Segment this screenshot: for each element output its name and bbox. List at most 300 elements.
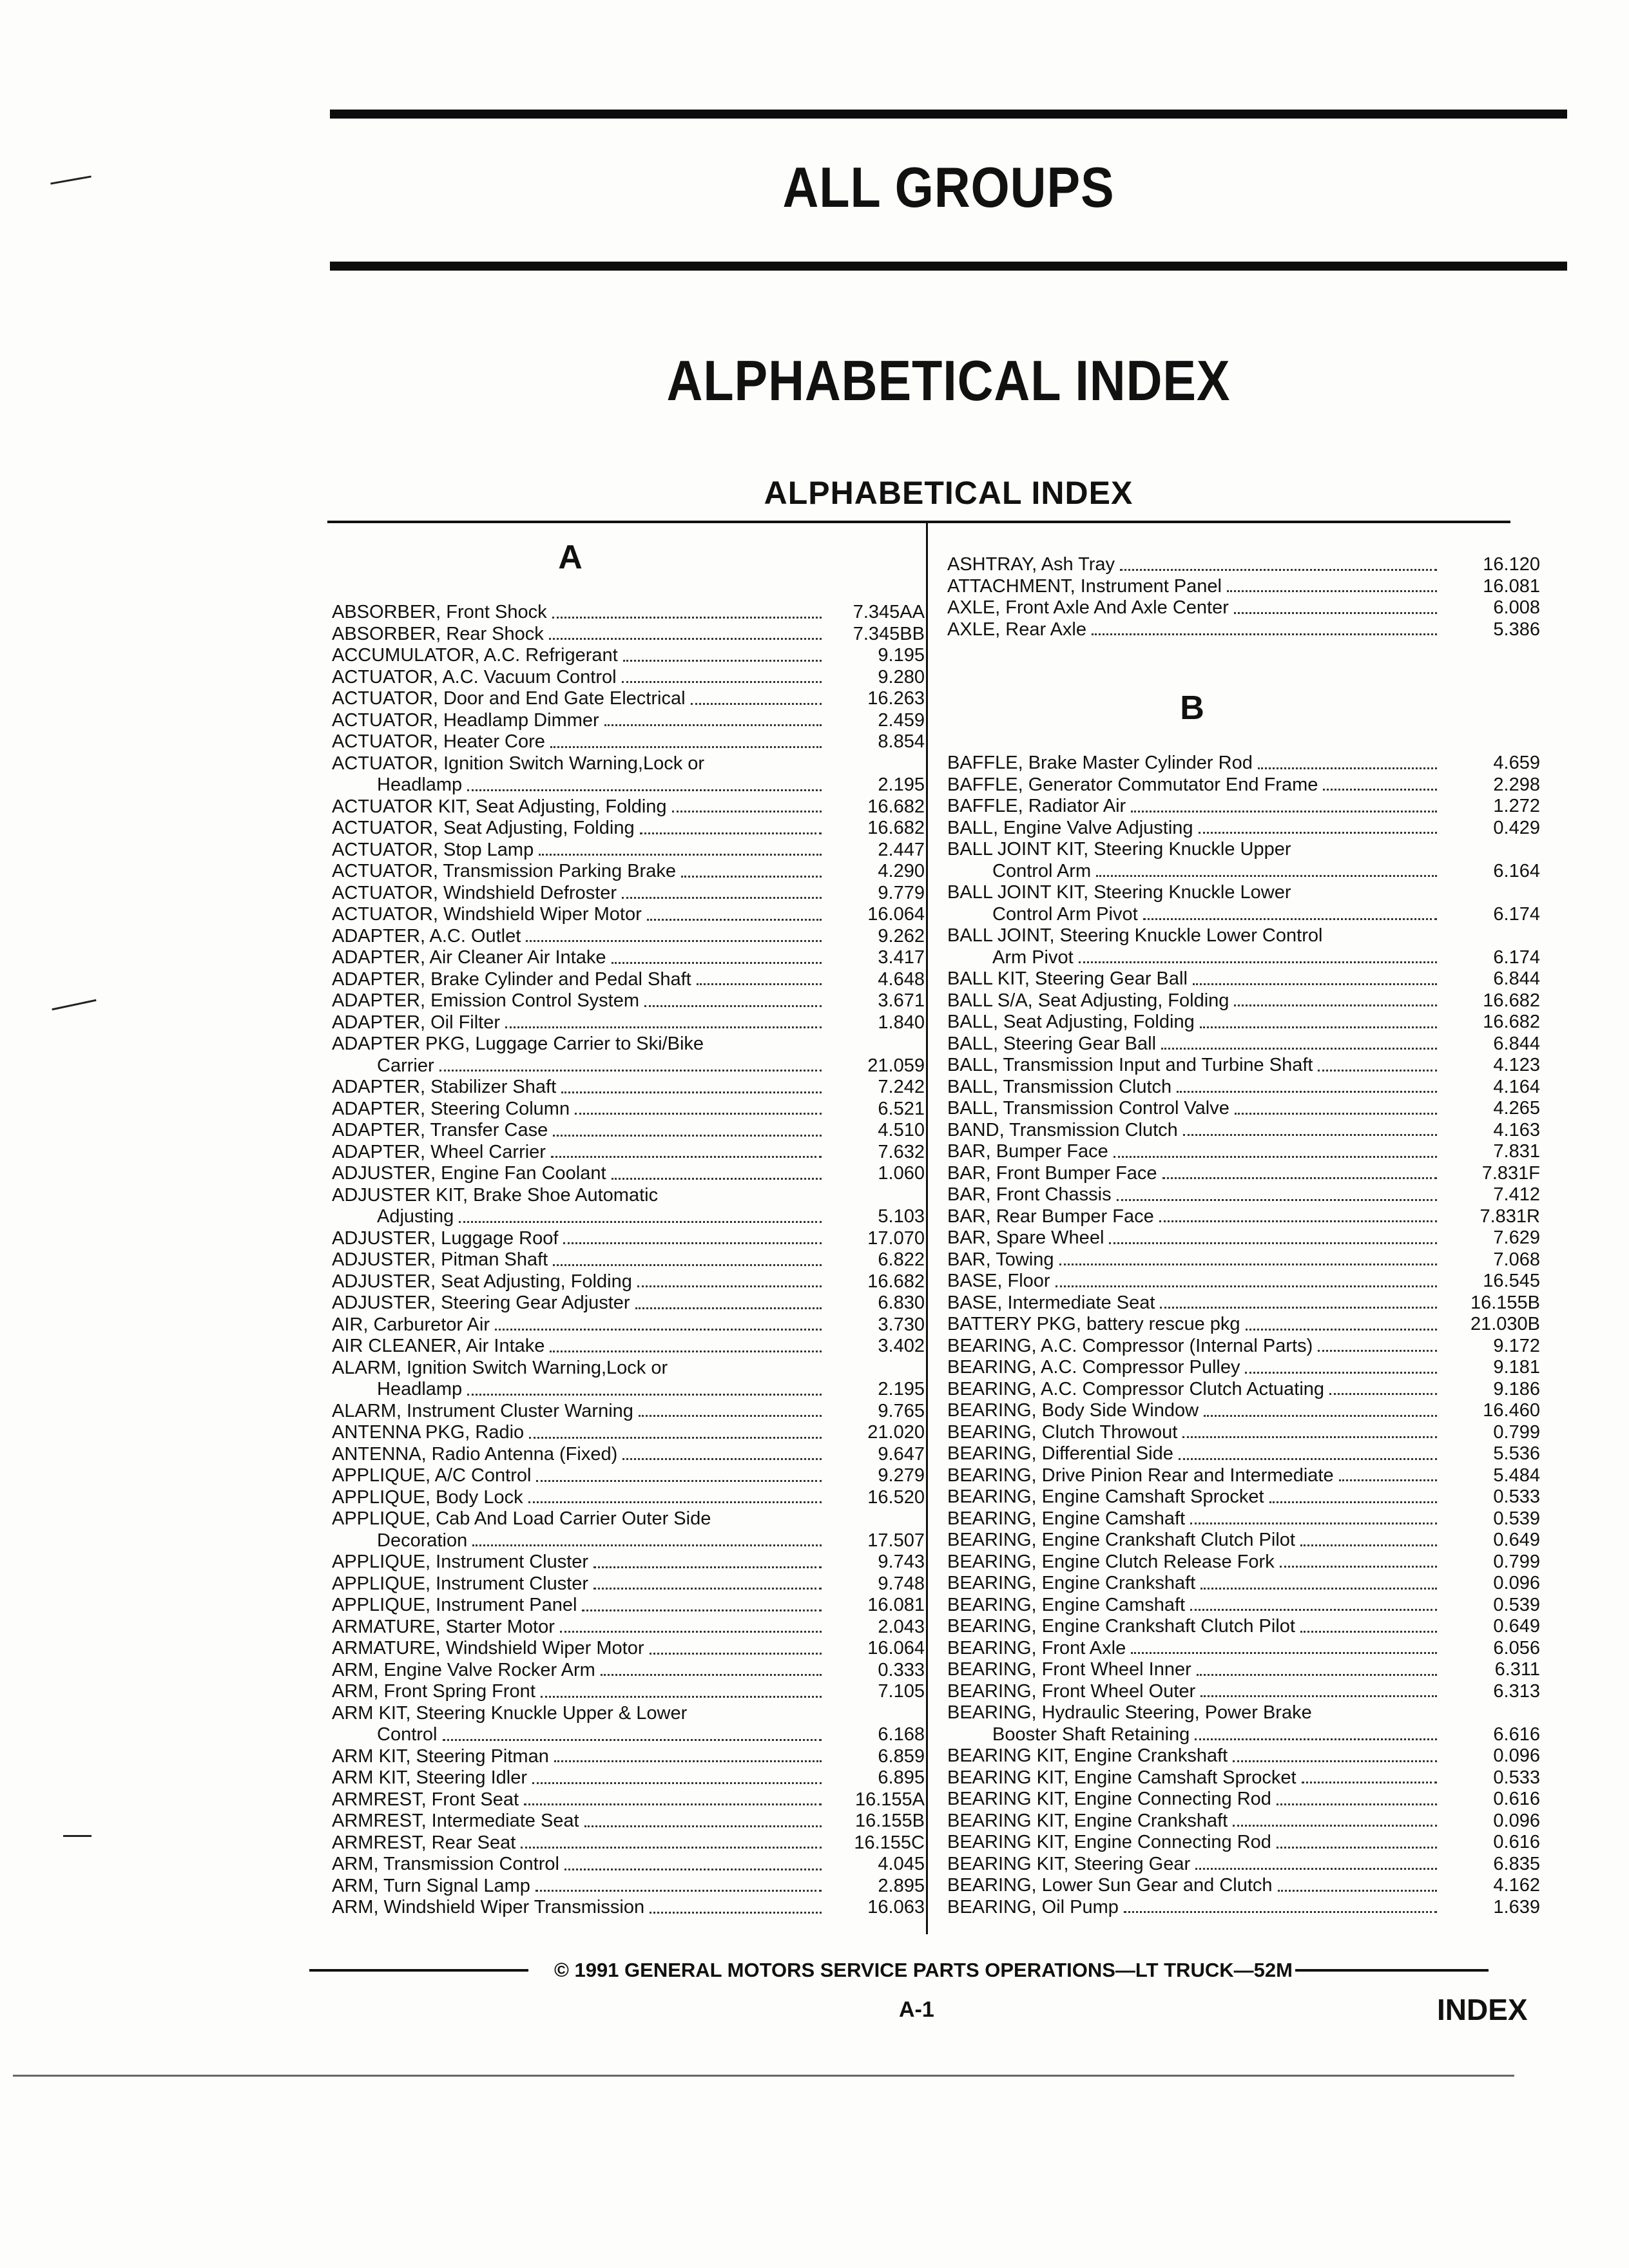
- dot-leader: [552, 617, 822, 619]
- entry-name: ACTUATOR, Seat Adjusting, Folding: [332, 818, 635, 838]
- dot-leader: [1300, 1544, 1437, 1546]
- entry-name: ARM, Windshield Wiper Transmission: [332, 1897, 645, 1917]
- entry-name: APPLIQUE, Instrument Panel: [332, 1595, 577, 1615]
- dot-leader: [564, 1869, 822, 1870]
- bottom-rule: [13, 2075, 1514, 2077]
- dot-leader: [1197, 1674, 1437, 1676]
- index-entry: [947, 1832, 1540, 1854]
- dot-leader: [681, 876, 822, 878]
- index-entry: [332, 990, 925, 1012]
- dot-leader: [575, 1113, 822, 1115]
- index-entry: [947, 1271, 1540, 1293]
- index-entry: [947, 990, 1540, 1012]
- entry-name: BATTERY PKG, battery rescue pkg: [947, 1314, 1240, 1334]
- section-tag: INDEX: [1437, 1993, 1528, 2026]
- dot-leader: [622, 1458, 822, 1460]
- entry-page-ref: 16.064: [867, 1638, 925, 1658]
- entry-name: BEARING, Engine Crankshaft Clutch Pilot: [947, 1530, 1295, 1550]
- index-entry: [332, 624, 925, 646]
- dot-leader: [1059, 1264, 1438, 1265]
- entry-name: BALL KIT, Steering Gear Ball: [947, 968, 1188, 989]
- entry-page-ref: 4.659: [1493, 753, 1540, 773]
- dot-leader: [1109, 1242, 1437, 1244]
- index-entry: [947, 904, 1540, 926]
- entry-page-ref: 16.155C: [854, 1832, 925, 1853]
- dot-leader: [1190, 1523, 1437, 1524]
- index-entry: [947, 1789, 1540, 1811]
- index-entry: [332, 1077, 925, 1099]
- index-entry: [947, 1184, 1540, 1206]
- dot-leader: [622, 681, 822, 683]
- dot-leader: [1190, 1609, 1437, 1611]
- dot-leader: [1200, 1695, 1437, 1697]
- entry-page-ref: 16.682: [867, 1271, 925, 1292]
- top-rule: [330, 110, 1567, 119]
- entry-page-ref: 0.799: [1493, 1551, 1540, 1572]
- entry-name: APPLIQUE, A/C Control: [332, 1465, 532, 1486]
- entry-name: BALL, Transmission Control Valve: [947, 1098, 1229, 1119]
- entry-page-ref: 0.649: [1493, 1530, 1540, 1550]
- dot-leader: [524, 1803, 822, 1805]
- dot-leader: [1269, 1501, 1437, 1503]
- entry-page-ref: 2.895: [878, 1875, 925, 1896]
- dot-leader: [697, 983, 822, 985]
- entry-name: Control: [377, 1724, 438, 1745]
- entry-name: Adjusting: [377, 1206, 454, 1227]
- index-subtitle: ALPHABETICAL INDEX: [764, 475, 1133, 511]
- dot-leader: [1195, 1868, 1437, 1870]
- section-letter-b: B: [1180, 689, 1204, 727]
- entry-name: BEARING KIT, Engine Camshaft Sprocket: [947, 1767, 1296, 1788]
- entry-name: AIR, Carburetor Air: [332, 1314, 490, 1335]
- entry-name: ADAPTER, Steering Column: [332, 1098, 570, 1119]
- index-entry: [332, 1206, 925, 1228]
- index-entry: [332, 1055, 925, 1077]
- entry-page-ref: 21.030B: [1470, 1314, 1540, 1334]
- dot-leader: [639, 1415, 822, 1417]
- entry-name: BALL, Seat Adjusting, Folding: [947, 1012, 1195, 1032]
- entry-name: ATTACHMENT, Instrument Panel: [947, 575, 1222, 597]
- entry-name: Headlamp: [377, 774, 463, 795]
- index-entry: [332, 774, 925, 796]
- entry-page-ref: 0.539: [1493, 1594, 1540, 1615]
- entry-first-line: ADAPTER PKG, Luggage Carrier to Ski/Bike: [332, 1033, 704, 1054]
- dot-leader: [1096, 875, 1437, 877]
- entry-name: BEARING, Engine Clutch Release Fork: [947, 1551, 1275, 1572]
- dot-leader: [536, 1480, 822, 1482]
- dot-leader: [612, 1178, 822, 1180]
- dot-leader: [1193, 983, 1437, 985]
- dot-leader: [459, 1221, 822, 1223]
- dot-leader: [1120, 569, 1437, 571]
- dot-leader: [1234, 612, 1437, 614]
- entry-page-ref: 6.844: [1493, 968, 1540, 989]
- index-entry: [947, 597, 1540, 619]
- entry-name: BEARING, A.C. Compressor Clutch Actuating: [947, 1378, 1325, 1399]
- dot-leader: [528, 1501, 822, 1503]
- footer: [309, 1959, 1534, 1982]
- index-entry: [947, 1552, 1540, 1573]
- dot-leader: [1159, 1220, 1437, 1222]
- footer-rule-left: [309, 1969, 528, 1972]
- entry-page-ref: 5.103: [878, 1206, 925, 1227]
- entry-name: APPLIQUE, Body Lock: [332, 1486, 523, 1508]
- title-rule: [330, 262, 1567, 271]
- index-entry: [332, 1897, 925, 1919]
- dot-leader: [1339, 1479, 1437, 1481]
- index-entry: [332, 1336, 925, 1358]
- entry-page-ref: 9.765: [878, 1400, 925, 1421]
- index-entry: [332, 1660, 925, 1682]
- entry-page-ref: 4.163: [1493, 1119, 1540, 1140]
- index-entry: [332, 1487, 925, 1509]
- entry-page-ref: 6.174: [1493, 903, 1540, 925]
- dot-leader: [521, 1847, 822, 1849]
- entry-page-ref: 16.682: [867, 818, 925, 838]
- entry-page-ref: 0.096: [1493, 1573, 1540, 1593]
- entry-name: BAFFLE, Generator Commutator End Frame: [947, 774, 1318, 795]
- index-entry: [332, 1142, 925, 1164]
- entry-name: BEARING, Drive Pinion Rear and Intermediate: [947, 1465, 1334, 1486]
- entry-name: ALARM, Instrument Cluster Warning: [332, 1400, 633, 1421]
- entry-page-ref: 4.510: [878, 1120, 925, 1140]
- index-entry: [332, 1271, 925, 1293]
- entry-first-line: BALL JOINT KIT, Steering Knuckle Upper: [947, 839, 1291, 860]
- entry-name: ARMREST, Front Seat: [332, 1789, 519, 1810]
- index-entry: [947, 1293, 1540, 1314]
- index-entry: [947, 861, 1540, 883]
- index-entry: [947, 576, 1540, 598]
- entry-page-ref: 16.155A: [854, 1789, 925, 1810]
- index-entry: [332, 1767, 925, 1789]
- dot-leader: [622, 897, 822, 899]
- entry-page-ref: 6.164: [1493, 860, 1540, 881]
- dot-leader: [593, 1588, 822, 1590]
- entry-page-ref: 6.830: [878, 1293, 925, 1313]
- entry-name: ACTUATOR, Windshield Defroster: [332, 882, 617, 903]
- index-entry: [947, 1443, 1540, 1465]
- entry-name: BEARING KIT, Steering Gear: [947, 1853, 1191, 1874]
- entry-first-line: ARM KIT, Steering Knuckle Upper & Lower: [332, 1702, 688, 1724]
- index-entry: [947, 1530, 1540, 1552]
- entry-name: ADAPTER, Stabilizer Shaft: [332, 1077, 557, 1097]
- index-entry: [332, 1617, 925, 1639]
- entry-name: BEARING, Front Wheel Inner: [947, 1659, 1191, 1680]
- entry-page-ref: 9.186: [1493, 1378, 1540, 1399]
- entry-page-ref: 6.056: [1493, 1637, 1540, 1658]
- dot-leader: [532, 1782, 822, 1784]
- dot-leader: [650, 1653, 822, 1655]
- dot-leader: [635, 1307, 822, 1309]
- dot-leader: [640, 832, 822, 834]
- dot-leader: [1302, 1782, 1437, 1783]
- entry-first-line: ALARM, Ignition Switch Warning,Lock or: [332, 1357, 668, 1378]
- entry-page-ref: 6.895: [878, 1767, 925, 1788]
- index-entry: [332, 602, 925, 624]
- entry-name: ASHTRAY, Ash Tray: [947, 554, 1115, 575]
- entry-page-ref: 0.539: [1493, 1508, 1540, 1529]
- entry-name: ACTUATOR, Heater Core: [332, 731, 545, 752]
- dot-leader: [551, 1156, 822, 1158]
- entry-name: APPLIQUE, Instrument Cluster: [332, 1552, 589, 1572]
- entry-name: Decoration: [377, 1530, 468, 1551]
- index-entry: [332, 840, 925, 861]
- entry-page-ref: 6.174: [1493, 947, 1540, 968]
- entry-name: ACTUATOR, Transmission Parking Brake: [332, 861, 676, 881]
- dot-leader: [582, 1610, 822, 1611]
- entry-page-ref: 2.459: [878, 709, 925, 731]
- entry-name: ACTUATOR, A.C. Vacuum Control: [332, 666, 617, 687]
- entry-page-ref: 7.345BB: [853, 623, 925, 644]
- index-entry: [947, 1465, 1540, 1487]
- entry-name: ARMREST, Rear Seat: [332, 1832, 516, 1853]
- dot-leader: [1233, 1825, 1437, 1827]
- entry-name: ADAPTER, Wheel Carrier: [332, 1141, 546, 1162]
- dot-leader: [1329, 1393, 1437, 1395]
- index-entry: [332, 1876, 925, 1898]
- entry-page-ref: 4.164: [1493, 1076, 1540, 1097]
- entry-page-ref: 5.536: [1493, 1443, 1540, 1464]
- entry-page-ref: 4.123: [1493, 1055, 1540, 1075]
- entry-name: AXLE, Rear Axle: [947, 619, 1086, 640]
- entry-first-line: BALL JOINT, Steering Knuckle Lower Control: [947, 925, 1323, 946]
- entry-name: BEARING, Front Wheel Outer: [947, 1680, 1196, 1702]
- index-entry: [947, 753, 1540, 774]
- index-entry: [947, 1638, 1540, 1660]
- index-entry: [332, 1789, 925, 1811]
- entry-page-ref: 0.533: [1493, 1767, 1540, 1788]
- dot-leader: [644, 1005, 822, 1007]
- entry-first-line: ACTUATOR, Ignition Switch Warning,Lock or: [332, 753, 705, 774]
- entry-name: BALL, Engine Valve Adjusting: [947, 817, 1193, 838]
- entry-name: Arm Pivot: [992, 947, 1074, 968]
- entry-page-ref: 9.748: [878, 1573, 925, 1594]
- index-entry: [947, 1163, 1540, 1185]
- entry-name: ARM, Transmission Control: [332, 1854, 559, 1874]
- dot-leader: [1182, 1436, 1437, 1438]
- entry-page-ref: 16.460: [1483, 1400, 1540, 1421]
- entry-page-ref: 8.854: [878, 731, 925, 752]
- entry-page-ref: 16.063: [867, 1897, 925, 1917]
- dot-leader: [539, 854, 822, 856]
- index-entry: [947, 1400, 1540, 1422]
- index-entry: [947, 1206, 1540, 1228]
- entry-page-ref: 7.105: [878, 1681, 925, 1702]
- index-entry: [947, 1745, 1540, 1767]
- index-list-b: [947, 753, 1553, 1918]
- index-entry: [332, 1163, 925, 1185]
- entry-name: BAR, Rear Bumper Face: [947, 1206, 1154, 1227]
- entry-name: BALL S/A, Seat Adjusting, Folding: [947, 990, 1229, 1011]
- index-entry: [947, 1314, 1540, 1336]
- index-entry: [332, 1595, 925, 1617]
- entry-page-ref: 6.844: [1493, 1033, 1540, 1054]
- entry-page-ref: 5.484: [1493, 1465, 1540, 1486]
- entry-first-line: ADJUSTER KIT, Brake Shoe Automatic: [332, 1184, 659, 1206]
- entry-page-ref: 3.402: [878, 1336, 925, 1356]
- entry-page-ref: 4.265: [1493, 1098, 1540, 1119]
- entry-page-ref: 2.447: [878, 839, 925, 860]
- entry-page-ref: 0.096: [1493, 1745, 1540, 1766]
- index-entry: [947, 1055, 1540, 1077]
- entry-name: BEARING, Lower Sun Gear and Clutch: [947, 1875, 1273, 1896]
- entry-page-ref: 0.429: [1493, 817, 1540, 838]
- entry-name: ARMATURE, Windshield Wiper Motor: [332, 1638, 644, 1658]
- index-entry: [332, 883, 925, 905]
- entry-name: AIR CLEANER, Air Intake: [332, 1336, 545, 1356]
- dot-leader: [467, 789, 822, 791]
- entry-name: BAR, Bumper Face: [947, 1141, 1108, 1162]
- entry-page-ref: 6.311: [1494, 1659, 1540, 1680]
- entry-page-ref: 3.671: [878, 990, 925, 1011]
- entry-name: ARMREST, Intermediate Seat: [332, 1811, 579, 1831]
- entry-name: BALL, Steering Gear Ball: [947, 1033, 1157, 1054]
- index-entry: [332, 1854, 925, 1876]
- entry-name: ABSORBER, Rear Shock: [332, 623, 544, 644]
- dot-leader: [529, 1437, 822, 1439]
- entry-name: BEARING KIT, Engine Crankshaft: [947, 1810, 1228, 1831]
- index-entry: [332, 1638, 925, 1660]
- dot-leader: [612, 962, 822, 964]
- index-entry: [947, 1120, 1540, 1142]
- dot-leader: [604, 724, 822, 726]
- dot-leader: [467, 1394, 822, 1396]
- entry-page-ref: 6.313: [1493, 1680, 1540, 1702]
- left-column: [332, 535, 938, 1919]
- dot-leader: [505, 1026, 822, 1028]
- entry-page-ref: 16.682: [1483, 990, 1540, 1011]
- entry-first-line: BEARING, Hydraulic Steering, Power Brake: [947, 1702, 1312, 1723]
- entry-page-ref: 16.682: [1483, 1012, 1540, 1032]
- dot-leader: [554, 1760, 822, 1762]
- index-entry: [947, 1811, 1540, 1832]
- index-entry: [332, 1249, 925, 1271]
- entry-name: ACTUATOR, Windshield Wiper Motor: [332, 904, 642, 925]
- index-entry: [332, 1573, 925, 1595]
- entry-page-ref: 1.272: [1493, 796, 1540, 816]
- entry-page-ref: 3.730: [878, 1314, 925, 1335]
- margin-mark: [50, 175, 92, 184]
- index-entry: [332, 1681, 925, 1703]
- entry-page-ref: 6.008: [1493, 597, 1540, 618]
- entry-page-ref: 7.068: [1493, 1249, 1540, 1270]
- entry-page-ref: 16.155B: [1470, 1292, 1540, 1313]
- entry-page-ref: 9.280: [878, 666, 925, 687]
- dot-leader: [549, 638, 822, 640]
- margin-mark: [52, 999, 96, 1010]
- index-entry: [332, 796, 925, 818]
- index-entry: [947, 1422, 1540, 1444]
- entry-name: ARMATURE, Starter Motor: [332, 1616, 555, 1637]
- entry-name: ACTUATOR KIT, Seat Adjusting, Folding: [332, 796, 667, 817]
- entry-page-ref: 7.629: [1493, 1227, 1540, 1248]
- index-entry: [332, 1293, 925, 1314]
- entry-page-ref: 6.822: [878, 1249, 925, 1270]
- dot-leader: [541, 1696, 822, 1698]
- entry-name: ADAPTER, Emission Control System: [332, 990, 640, 1011]
- entry-page-ref: 5.386: [1493, 619, 1540, 640]
- index-entry: [332, 1099, 925, 1120]
- index-entry: [947, 1486, 1540, 1508]
- index-entry: [332, 818, 925, 840]
- entry-page-ref: 9.779: [878, 882, 925, 903]
- dot-leader: [1234, 1004, 1437, 1006]
- page-number: A-1: [899, 1997, 934, 2022]
- dot-leader: [1124, 1911, 1437, 1913]
- index-entry: [947, 554, 1540, 576]
- entry-page-ref: 0.096: [1493, 1810, 1540, 1831]
- entry-name: BEARING, Clutch Throwout: [947, 1421, 1178, 1443]
- entry-name: ADAPTER, Oil Filter: [332, 1012, 501, 1033]
- entry-page-ref: 1.639: [1493, 1896, 1540, 1917]
- dot-leader: [1161, 1048, 1437, 1050]
- section-letter-a: A: [558, 539, 583, 576]
- entry-page-ref: 0.533: [1493, 1486, 1540, 1507]
- dot-leader: [550, 1350, 822, 1352]
- header-rule: [327, 521, 1510, 523]
- entry-name: BAR, Front Chassis: [947, 1184, 1112, 1205]
- entry-page-ref: 9.262: [878, 925, 925, 947]
- entry-name: BAND, Transmission Clutch: [947, 1119, 1178, 1140]
- dot-leader: [561, 1091, 822, 1093]
- dot-leader: [1113, 1156, 1437, 1158]
- dot-leader: [650, 1912, 822, 1914]
- dot-leader: [553, 1135, 822, 1137]
- dot-leader: [1318, 1070, 1437, 1072]
- entry-page-ref: 21.020: [867, 1422, 925, 1443]
- dot-leader: [443, 1739, 822, 1741]
- entry-name: BEARING, Front Axle: [947, 1637, 1126, 1658]
- dot-leader: [1179, 1458, 1437, 1460]
- entry-name: ABSORBER, Front Shock: [332, 602, 547, 622]
- entry-name: BEARING, Engine Camshaft: [947, 1508, 1186, 1529]
- group-title: ALL GROUPS: [782, 155, 1115, 219]
- index-entry: [947, 1724, 1540, 1746]
- entry-name: ARM KIT, Steering Idler: [332, 1767, 527, 1788]
- footer-rule-right: [1295, 1969, 1489, 1972]
- entry-page-ref: 1.060: [878, 1163, 925, 1184]
- index-entry: [947, 1033, 1540, 1055]
- dot-leader: [1235, 1113, 1437, 1115]
- dot-leader: [691, 703, 822, 705]
- index-entry: [332, 1012, 925, 1034]
- copyright-line: © 1991 GENERAL MOTORS SERVICE PARTS OPERATIONS—LT TRUCK—52M: [554, 1959, 1293, 1981]
- entry-name: Headlamp: [377, 1379, 463, 1399]
- entry-name: BEARING KIT, Engine Connecting Rod: [947, 1832, 1271, 1852]
- entry-name: BASE, Intermediate Seat: [947, 1292, 1155, 1313]
- index-list-a: [332, 602, 938, 1919]
- index-entry: [947, 619, 1540, 641]
- index-entry: [947, 1573, 1540, 1595]
- index-entry: [947, 1379, 1540, 1401]
- index-entry: [332, 667, 925, 689]
- dot-leader: [1055, 1285, 1437, 1287]
- dot-leader: [1277, 1847, 1437, 1849]
- dot-leader: [601, 1674, 822, 1676]
- index-entry: [332, 1465, 925, 1487]
- dot-leader: [1131, 1652, 1437, 1654]
- entry-name: ADAPTER, Transfer Case: [332, 1120, 548, 1140]
- dot-leader: [1245, 1372, 1437, 1374]
- index-entry: [332, 1444, 925, 1466]
- entry-name: Carrier: [377, 1055, 434, 1076]
- entry-name: BEARING, Body Side Window: [947, 1400, 1199, 1421]
- dot-leader: [593, 1566, 822, 1568]
- entry-page-ref: 6.835: [1493, 1853, 1540, 1874]
- entry-name: ANTENNA PKG, Radio: [332, 1422, 525, 1443]
- dot-leader: [647, 919, 822, 921]
- entry-page-ref: 7.831F: [1481, 1162, 1540, 1184]
